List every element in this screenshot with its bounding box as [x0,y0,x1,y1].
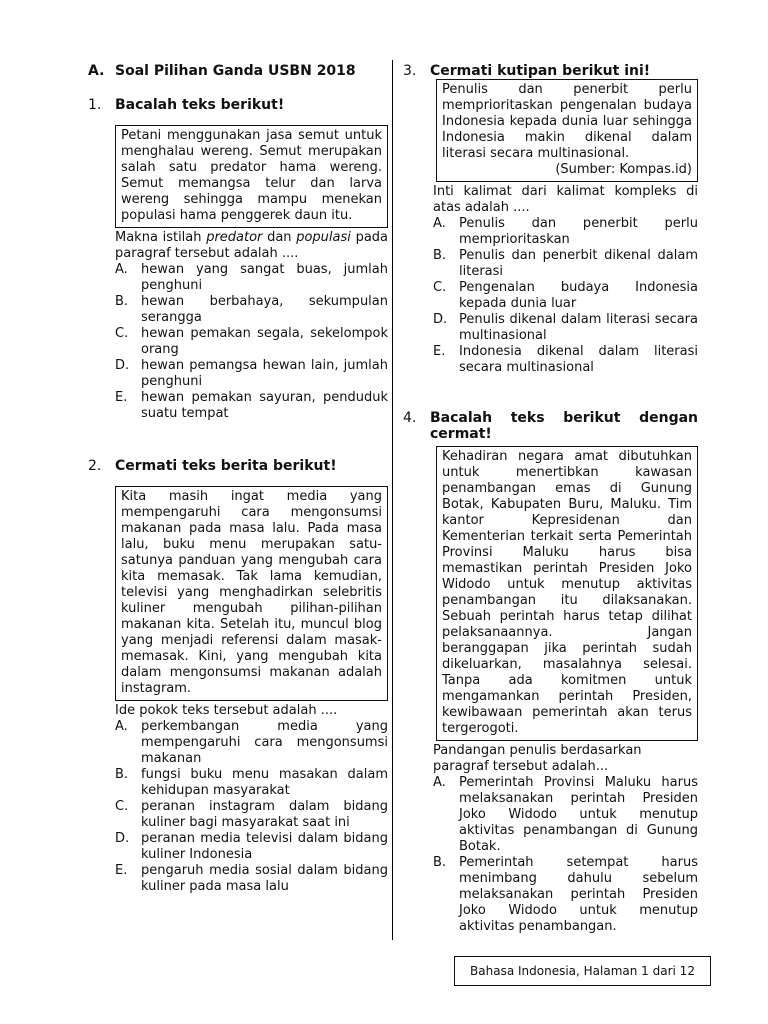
passage-source: (Sumber: Kompas.id) [555,162,692,177]
option-letter: E. [433,344,446,359]
question-2-heading [88,458,388,474]
question-prompt: Inti kalimat dari kalimat kompleks di atas adalah .... [433,184,698,215]
passage-text: Penulis dan penerbit perlu memprioritaskan pengenalan budaya Indonesia kepada dunia luar sehingga Indonesia makin dikenal dalam literasi secara multinasional. [442,82,692,161]
answer-options [115,262,388,422]
answer-option-d[interactable] [115,831,388,863]
answer-option-a[interactable] [115,262,388,294]
question-instruction: Bacalah teks berikut! [115,97,285,113]
question-prompt: Ide pokok teks tersebut adalah .... [115,703,338,718]
prompt-term-predator: predator [206,230,263,245]
question-instruction: Cermati teks berita berikut! [115,458,337,474]
question-3-heading [403,63,698,79]
option-letter: B. [115,294,129,309]
option-text: peranan instagram dalam bidang kuliner bagi masyarakat saat ini [141,799,388,830]
question-1-heading [88,97,388,113]
passage-box [115,125,388,228]
option-text: hewan yang sangat buas, jumlah penghuni [141,262,388,293]
option-text: hewan pemakan sayuran, penduduk suatu tempat [141,390,388,421]
question-2 [88,458,388,895]
left-column [88,60,388,921]
answer-option-e[interactable] [433,344,698,376]
question-prompt [115,230,388,262]
option-letter: A. [433,775,446,790]
passage-box [436,446,698,741]
passage-text: Kehadiran negara amat dibutuhkan untuk menertibkan kawasan penambangan emas di Gunung Botak, Kabupaten Buru, Maluku. Tim kantor Kepresidenan dan Kementerian terkait serta Pemerintah Provinsi Maluku harus bisa memastikan perintah Presiden Joko Widodo untuk menutup aktivitas penambangan itu dilaksanakan. Sebuah perintah harus tetap dilihat pelaksanaannya. Jangan beranggapan jika perintah sudah dikeluarkan, masalahnya selesai. Tanpa ada komitmen untuk mengamankan perintah Presiden, kewibawaan pemerintah akan terus tergerogoti. [442,449,692,736]
option-text: Indonesia dikenal dalam literasi secara multinasional [459,344,698,375]
passage-box [436,79,698,182]
question-4 [403,410,698,935]
option-letter: A. [115,719,128,734]
answer-option-b[interactable] [433,248,698,280]
question-number: 2. [88,458,102,474]
option-text: Pemerintah Provinsi Maluku harus melaksanakan perintah Presiden Joko Widodo untuk menutup aktivitas penambangan di Gunung Botak. [459,775,698,854]
answer-option-a[interactable] [115,719,388,767]
question-prompt: Pandangan penulis berdasarkan paragraf tersebut adalah... [433,743,642,774]
prompt-term-populasi: populasi [296,230,351,245]
passage-box [115,486,388,701]
option-letter: B. [433,855,447,870]
section-heading [88,63,388,79]
option-letter: C. [433,280,447,295]
answer-option-c[interactable] [115,326,388,358]
option-letter: D. [115,358,130,373]
answer-options [433,775,698,935]
column-divider [392,60,393,940]
page-footer [454,956,711,986]
answer-option-c[interactable] [433,280,698,312]
passage-text: Kita masih ingat media yang mempengaruhi cara mengonsumsi makanan pada masa lalu. Pada masa lalu, buku menu merupakan satu-satunya panduan yang mengubah cara kita memasak. Tak lama kemudian, televisi yang menghadirkan selebritis kuliner mengubah pilihan-pilihan makanan kita. Setelah itu, muncul blog yang menjadi referensi dalam masak-memasak. Kini, yang mengubah kita dalam mengonsumsi makanan adalah instagram. [121,489,382,696]
answer-option-d[interactable] [433,312,698,344]
answer-option-a[interactable] [433,775,698,855]
footer-text: Bahasa Indonesia, Halaman 1 dari 12 [470,964,695,978]
question-3 [403,63,698,376]
answer-option-b[interactable] [433,855,698,935]
passage-text: Petani menggunakan jasa semut untuk menghalau wereng. Semut merupakan salah satu predator hama wereng. Semut memangsa telur dan larva wereng sehingga mampu menekan populasi hama penggerek daun itu. [121,128,382,223]
option-text: Pemerintah setempat harus menimbang dahulu sebelum melaksanakan perintah Presiden Joko Widodo untuk menutup aktivitas penambangan. [459,855,698,934]
answer-option-b[interactable] [115,294,388,326]
answer-options [433,216,698,376]
answer-option-d[interactable] [115,358,388,390]
option-letter: B. [433,248,447,263]
answer-option-b[interactable] [115,767,388,799]
option-letter: E. [115,863,128,878]
answer-option-c[interactable] [115,799,388,831]
answer-option-e[interactable] [115,390,388,422]
prompt-text: Makna istilah [115,230,207,245]
option-text: Pengenalan budaya Indonesia kepada dunia luar [459,280,698,311]
option-text: hewan pemangsa hewan lain, jumlah penghuni [141,358,388,389]
answer-option-e[interactable] [115,863,388,895]
question-number: 1. [88,97,102,113]
option-letter: D. [115,831,130,846]
answer-options [115,719,388,895]
option-text: hewan berbahaya, sekumpulan serangga [141,294,388,325]
option-letter: B. [115,767,129,782]
option-text: perkembangan media yang mempengaruhi cara mengonsumsi makanan [141,719,388,766]
option-text: peranan media televisi dalam bidang kuliner Indonesia [141,831,388,862]
prompt-text: pada paragraf tersebut adalah .... [115,230,389,261]
question-4-heading [403,410,698,442]
option-text: Penulis dan penerbit perlu memprioritaskan [459,216,698,247]
option-letter: A. [115,262,128,277]
option-text: pengaruh media sosial dalam bidang kuliner pada masa lalu [141,863,388,894]
option-letter: A. [433,216,446,231]
prompt-text: dan [262,230,297,245]
question-instruction: Bacalah teks berikut dengan cermat! [430,410,698,442]
answer-option-a[interactable] [433,216,698,248]
option-text: fungsi buku menu masakan dalam kehidupan masyarakat [141,767,388,798]
section-letter: A. [88,63,105,79]
option-text: Penulis dan penerbit dikenal dalam literasi [459,248,698,279]
option-text: hewan pemakan segala, sekelompok orang [141,326,388,357]
question-instruction: Cermati kutipan berikut ini! [430,63,651,79]
question-number: 4. [403,410,417,426]
option-text: Penulis dikenal dalam literasi secara multinasional [459,312,698,343]
question-1 [88,97,388,422]
option-letter: D. [433,312,448,327]
option-letter: C. [115,326,129,341]
option-letter: C. [115,799,129,814]
right-column [403,60,698,961]
question-number: 3. [403,63,417,79]
section-title: Soal Pilihan Ganda USBN 2018 [115,63,356,79]
option-letter: E. [115,390,128,405]
